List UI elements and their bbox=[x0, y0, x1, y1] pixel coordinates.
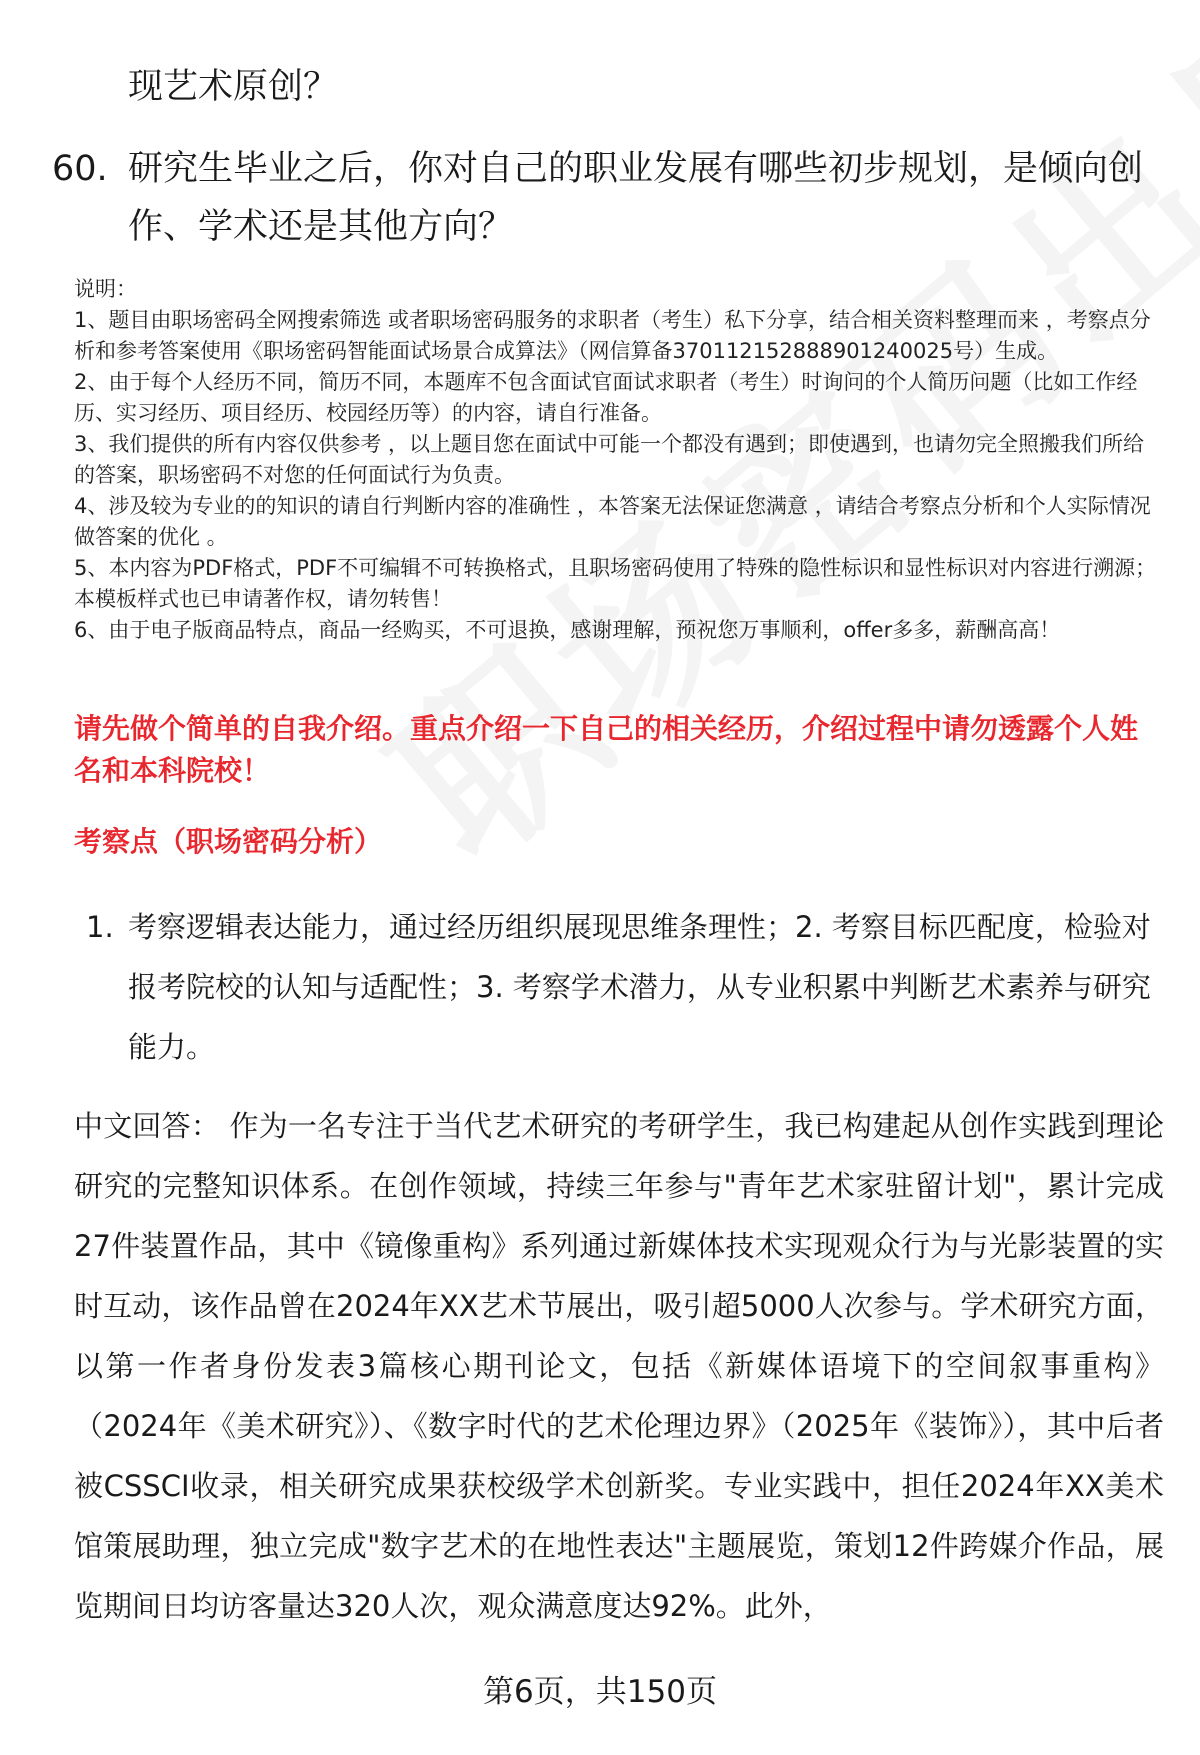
note-item: 1、题目由职场密码全网搜索筛选 或者职场密码服务的求职者（考生）私下分享，结合相关资料整理而来 ，考察点分析和参考答案使用《职场密码智能面试场景合成算法》（网信算备370112152888901240025号）生成。 bbox=[74, 308, 1151, 363]
question-text: 研究生毕业之后，你对自己的职业发展有哪些初步规划，是倾向创作、学术还是其他方向？ bbox=[128, 149, 1144, 247]
note-item: 2、由于每个人经历不同，简历不同，本题库不包含面试官面试求职者（考生）时询问的个人简历问题（比如工作经历、实习经历、项目经历、校园经历等）的内容，请自行准备。 bbox=[74, 370, 1138, 425]
note-item: 6、由于电子版商品特点，商品一经购买，不可退换，感谢理解，预祝您万事顺利，offer多多，薪酬高高！ bbox=[74, 618, 1061, 642]
analysis-point bbox=[86, 897, 1166, 1077]
note-item: 3、我们提供的所有内容仅供参考 ，以上题目您在面试中可能一个都没有遇到；即使遇到，也请勿完全照搬我们所给的答案，职场密码不对您的任何面试行为负责。 bbox=[74, 432, 1145, 487]
notes-title: 说明： bbox=[74, 277, 137, 301]
note-item: 5、本内容为PDF格式，PDF不可编辑不可转换格式，且职场密码使用了特殊的隐性标识和显性标识对内容进行溯源；本模板样式也已申请著作权，请勿转售！ bbox=[74, 556, 1157, 611]
note-item: 4、涉及较为专业的的知识的请自行判断内容的准确性 ，本答案无法保证您满意 ，请结合考察点分析和个人实际情况做答案的优化 。 bbox=[74, 494, 1151, 549]
analysis-title: 考察点（职场密码分析） bbox=[74, 825, 383, 858]
question-continuation: 现艺术原创？ bbox=[128, 67, 339, 107]
answer-text: 中文回答： 作为一名专注于当代艺术研究的考研学生，我已构建起从创作实践到理论研究的完整知识体系。在创作领域，持续三年参与"青年艺术家驻留计划"，累计完成27件装置作品，其中《镜像重构》系列通过新媒体技术实现观众行为与光影装置的实时互动，该作品曾在2024年XX艺术节展出，吸引超5000人次参与。学术研究方面，以第一作者身份发表3篇核心期刊论文，包括《新媒体语境下的空间叙事重构》（2024年《美术研究》）、《数字时代的艺术伦理边界》（2025年《装饰》），其中后者被CSSCI收录，相关研究成果获校级学术创新奖。专业实践中，担任2024年XX美术馆策展助理，独立完成"数字艺术的在地性表达"主题展览，策划12件跨媒介作品，展览期间日均访客量达320人次，观众满意度达92%。此外， bbox=[74, 1109, 1164, 1623]
page-footer: 第6页，共150页 bbox=[483, 1674, 717, 1710]
analysis-point-number: 1. bbox=[86, 910, 114, 944]
intro-question: 请先做个简单的自我介绍。重点介绍一下自己的相关经历，介绍过程中请勿透露个人姓名和本科院校！ bbox=[74, 712, 1139, 787]
question-60 bbox=[52, 140, 1162, 256]
notes-section bbox=[74, 274, 1164, 646]
analysis-point-text: 考察逻辑表达能力，通过经历组织展现思维条理性；2. 考察目标匹配度，检验对报考院校的认知与适配性；3. 考察学术潜力，从专业积累中判断艺术素养与研究能力。 bbox=[128, 910, 1151, 1064]
question-number: 60. bbox=[52, 149, 108, 189]
